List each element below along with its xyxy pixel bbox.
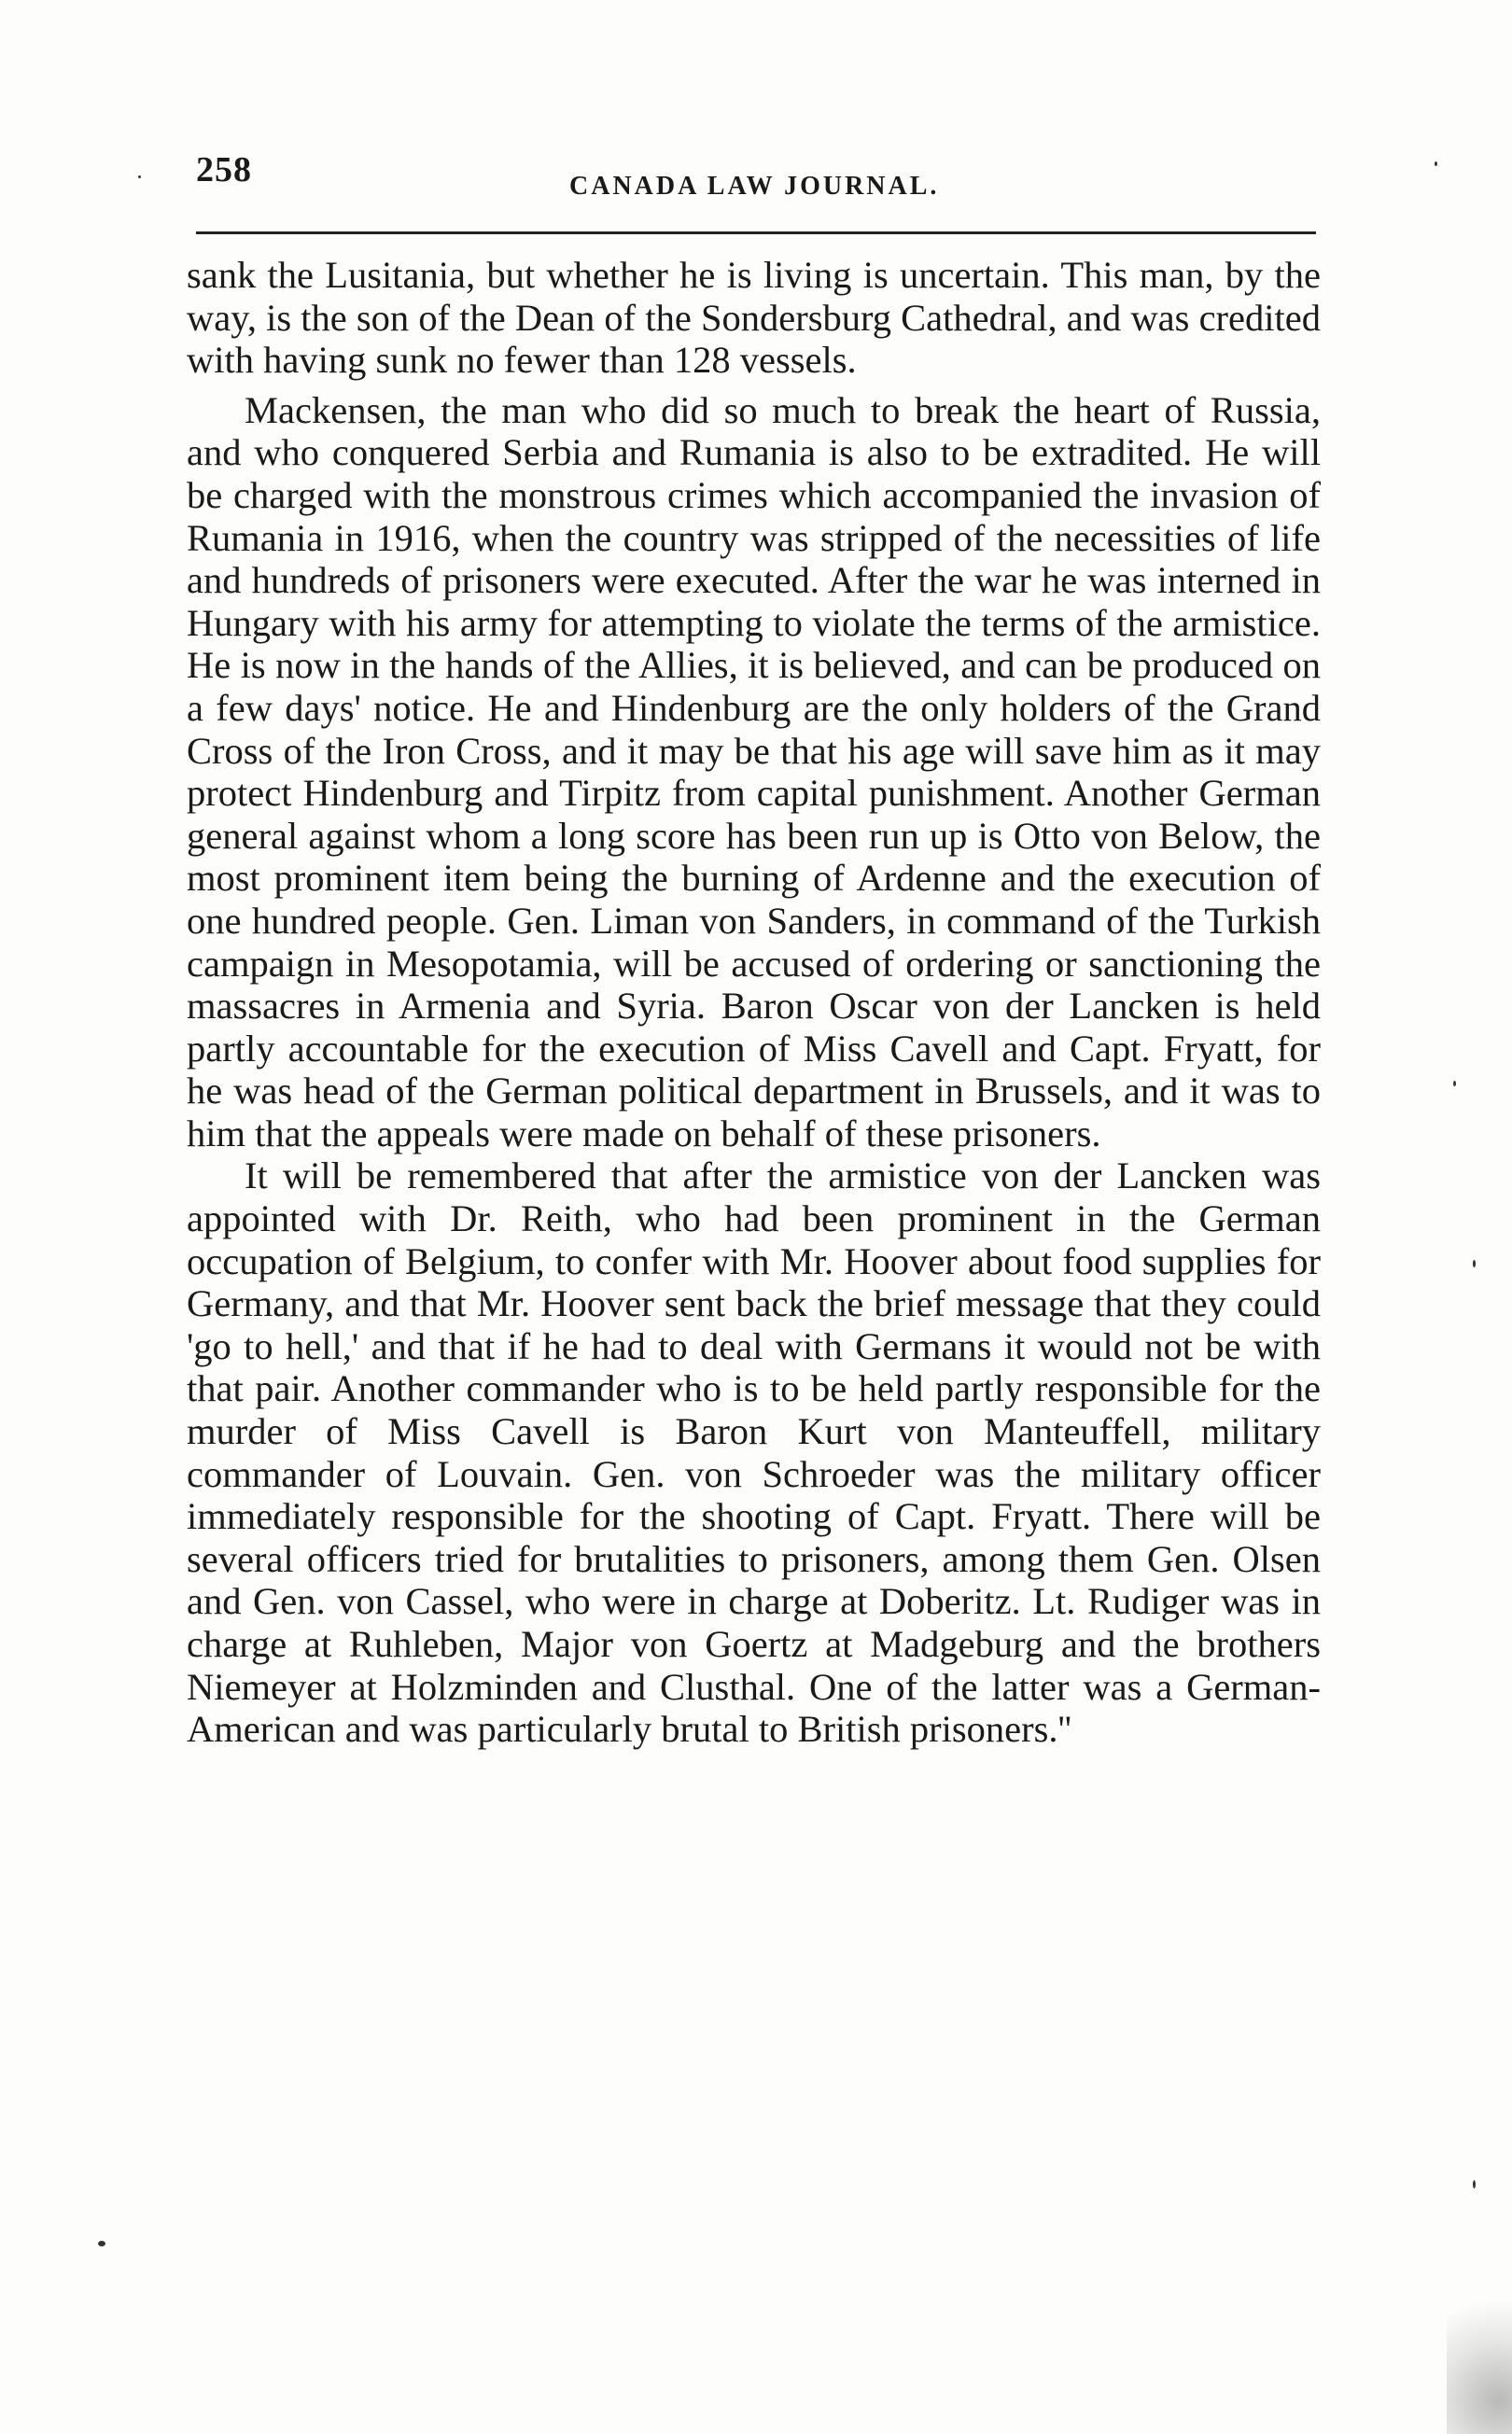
paragraph-continuation: sank the Lusitania, but whether he is living is uncertain. This man, by the way, is the son of the Dean of the Sondersburg Cathedral, and was credited with having sunk no fewer than 128 vessels. xyxy=(187,254,1321,382)
header-rule xyxy=(196,231,1316,234)
scan-speck xyxy=(98,2241,105,2246)
page-number: 258 xyxy=(196,150,252,189)
running-title: CANADA LAW JOURNAL. xyxy=(569,172,940,201)
scan-speck xyxy=(1435,161,1437,166)
scan-speck xyxy=(1473,2180,1476,2189)
article-body xyxy=(187,254,1321,1751)
scan-speck xyxy=(1453,1081,1456,1086)
page-header xyxy=(196,149,1316,215)
scan-speck xyxy=(138,175,141,178)
paragraph-mackensen: Mackensen, the man who did so much to break the heart of Russia, and who conquered Serbia and Rumania is also to be extradited. He will be charged with the monstrous crimes which accompanied the invasion of Rumania in 1916, when the country was stripped of the necessities of life and hundreds of prisoners were executed. After the war he was interned in Hungary with his army for attempting to violate the terms of the armistice. He is now in the hands of the Allies, it is believed, and can be produced on a few days' notice. He and Hindenburg are the only holders of the Grand Cross of the Iron Cross, and it may be that his age will save him as it may protect Hindenburg and Tirpitz from capital punishment. Another German general against whom a long score has been run up is Otto von Below, the most prominent item being the burning of Ardenne and the execution of one hundred people. Gen. Liman von Sanders, in command of the Turkish campaign in Mesopotamia, will be accused of ordering or sanctioning the massacres in Armenia and Syria. Baron Oscar von der Lancken is held partly accountable for the execution of Miss Cavell and Capt. Fryatt, for he was head of the German political department in Brussels, and it was to him that the appeals were made on behalf of these prisoners. xyxy=(187,388,1321,1154)
scan-noise xyxy=(1447,2266,1512,2434)
paragraph-lancken: It will be remembered that after the armistice von der Lancken was appointed with Dr. Reith, who had been prominent in the German occupation of Belgium, to confer with Mr. Hoover about food supplies for Germany, and that Mr. Hoover sent back the brief message that they could 'go to hell,' and that if he had to deal with Germans it would not be with that pair. Another commander who is to be held partly responsible for the murder of Miss Cavell is Baron Kurt von Manteuffell, military commander of Louvain. Gen. von Schroeder was the military officer immediately responsible for the shooting of Capt. Fryatt. There will be several officers tried for brutalities to prisoners, among them Gen. Olsen and Gen. von Cassel, who were in charge at Doberitz. Lt. Rudiger was in charge at Ruhleben, Major von Goertz at Madgeburg and the brothers Niemeyer at Holzminden and Clusthal. One of the latter was a German-American and was particularly brutal to British prisoners.'' xyxy=(187,1154,1321,1751)
scan-speck xyxy=(1473,1260,1476,1267)
